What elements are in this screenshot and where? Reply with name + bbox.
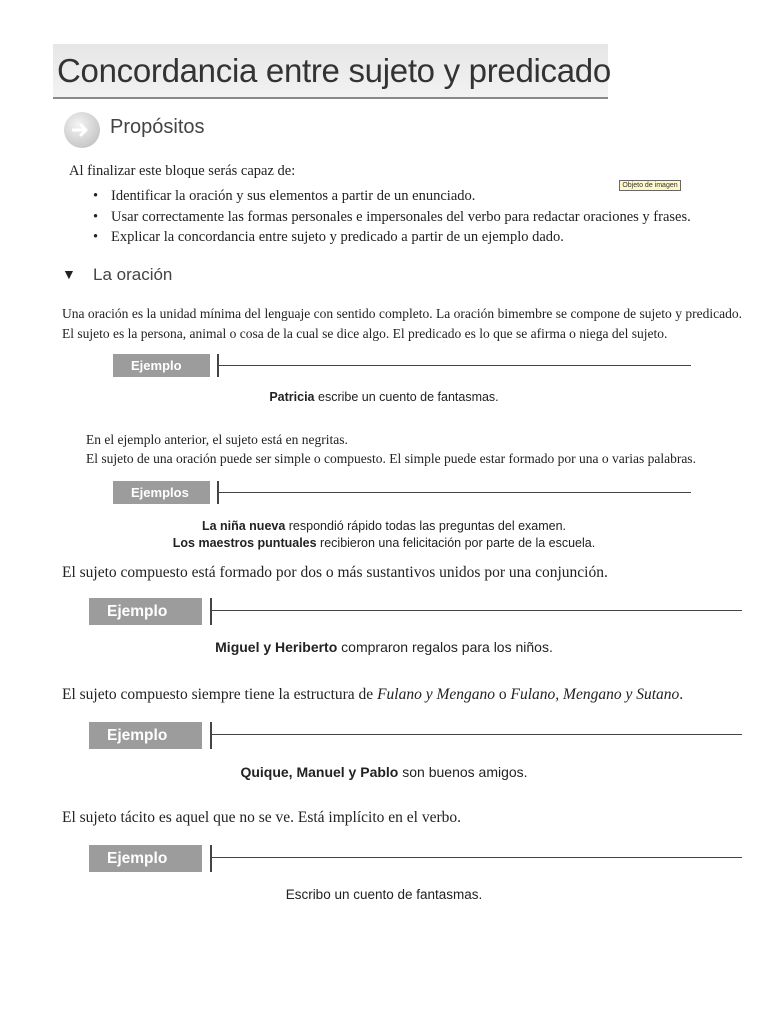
example-rule — [219, 492, 691, 493]
example-divider — [210, 598, 212, 625]
body-text: El sujeto compuesto está formado por dos o más sustantivos unidos por una conjunción. — [62, 564, 608, 581]
purpose-item: • Identificar la oración y sus elementos a partir de un enunciado. — [93, 186, 691, 207]
example-sentence: La niña nueva respondió rápido todas las preguntas del examen. — [201, 519, 567, 533]
body-text: El sujeto tácito es aquel que no se ve. Está implícito en el verbo. — [62, 809, 462, 826]
example-rule — [212, 857, 742, 858]
section-heading: La oración — [93, 265, 173, 284]
example-rule — [219, 365, 691, 366]
example-sentence: Quique, Manuel y Pablo son buenos amigos. — [240, 764, 528, 780]
note-line: En el ejemplo anterior, el sujeto está en negritas. — [86, 432, 348, 447]
example-label: Ejemplo — [89, 598, 202, 625]
purpose-item: • Usar correctamente las formas personales e impersonales del verbo para redactar oraciones y frases. — [93, 207, 691, 228]
page-title: Concordancia entre sujeto y predicado — [57, 52, 611, 89]
example-label: Ejemplo — [89, 722, 202, 749]
image-object-tag[interactable]: Objeto de imagen — [619, 180, 681, 191]
arrow-circle-icon — [64, 112, 100, 148]
purposes-heading: Propósitos — [110, 116, 205, 138]
title-underline — [53, 97, 608, 99]
example-label: Ejemplos — [113, 481, 210, 504]
example-sentence: Miguel y Heriberto compraron regalos para los niños. — [215, 639, 553, 655]
example-divider — [210, 845, 212, 872]
example-label: Ejemplo — [89, 845, 202, 872]
example-divider — [210, 722, 212, 749]
purposes-intro: Al finalizar este bloque serás capaz de: — [69, 163, 296, 179]
example-sentence: Escribo un cuento de fantasmas. — [285, 887, 483, 902]
example-label: Ejemplo — [113, 354, 210, 377]
example-rule — [212, 734, 742, 735]
note-line: El sujeto de una oración puede ser simple o compuesto. El simple puede estar formado por una o varias palabras. — [86, 451, 696, 466]
definition-paragraph: Una oración es la unidad mínima del lenguaje con sentido completo. La oración bimembre se compone de sujeto y predicado. El sujeto es la persona, animal o cosa de la cual se dice algo. El predicado es lo que se afirma o niega del sujeto. — [62, 306, 742, 341]
purpose-item: • Explicar la concordancia entre sujeto y predicado a partir de un ejemplo dado. — [93, 227, 691, 248]
body-text: El sujeto compuesto siempre tiene la estructura de Fulano y Mengano o Fulano, Mengano y Sutano. — [62, 686, 684, 703]
example-rule — [212, 610, 742, 611]
triangle-down-icon: ▼ — [62, 268, 76, 283]
example-sentence: Los maestros puntuales recibieron una felicitación por parte de la escuela. — [172, 536, 596, 550]
purposes-list — [93, 186, 691, 248]
example-sentence: Patricia escribe un cuento de fantasmas. — [269, 390, 499, 404]
